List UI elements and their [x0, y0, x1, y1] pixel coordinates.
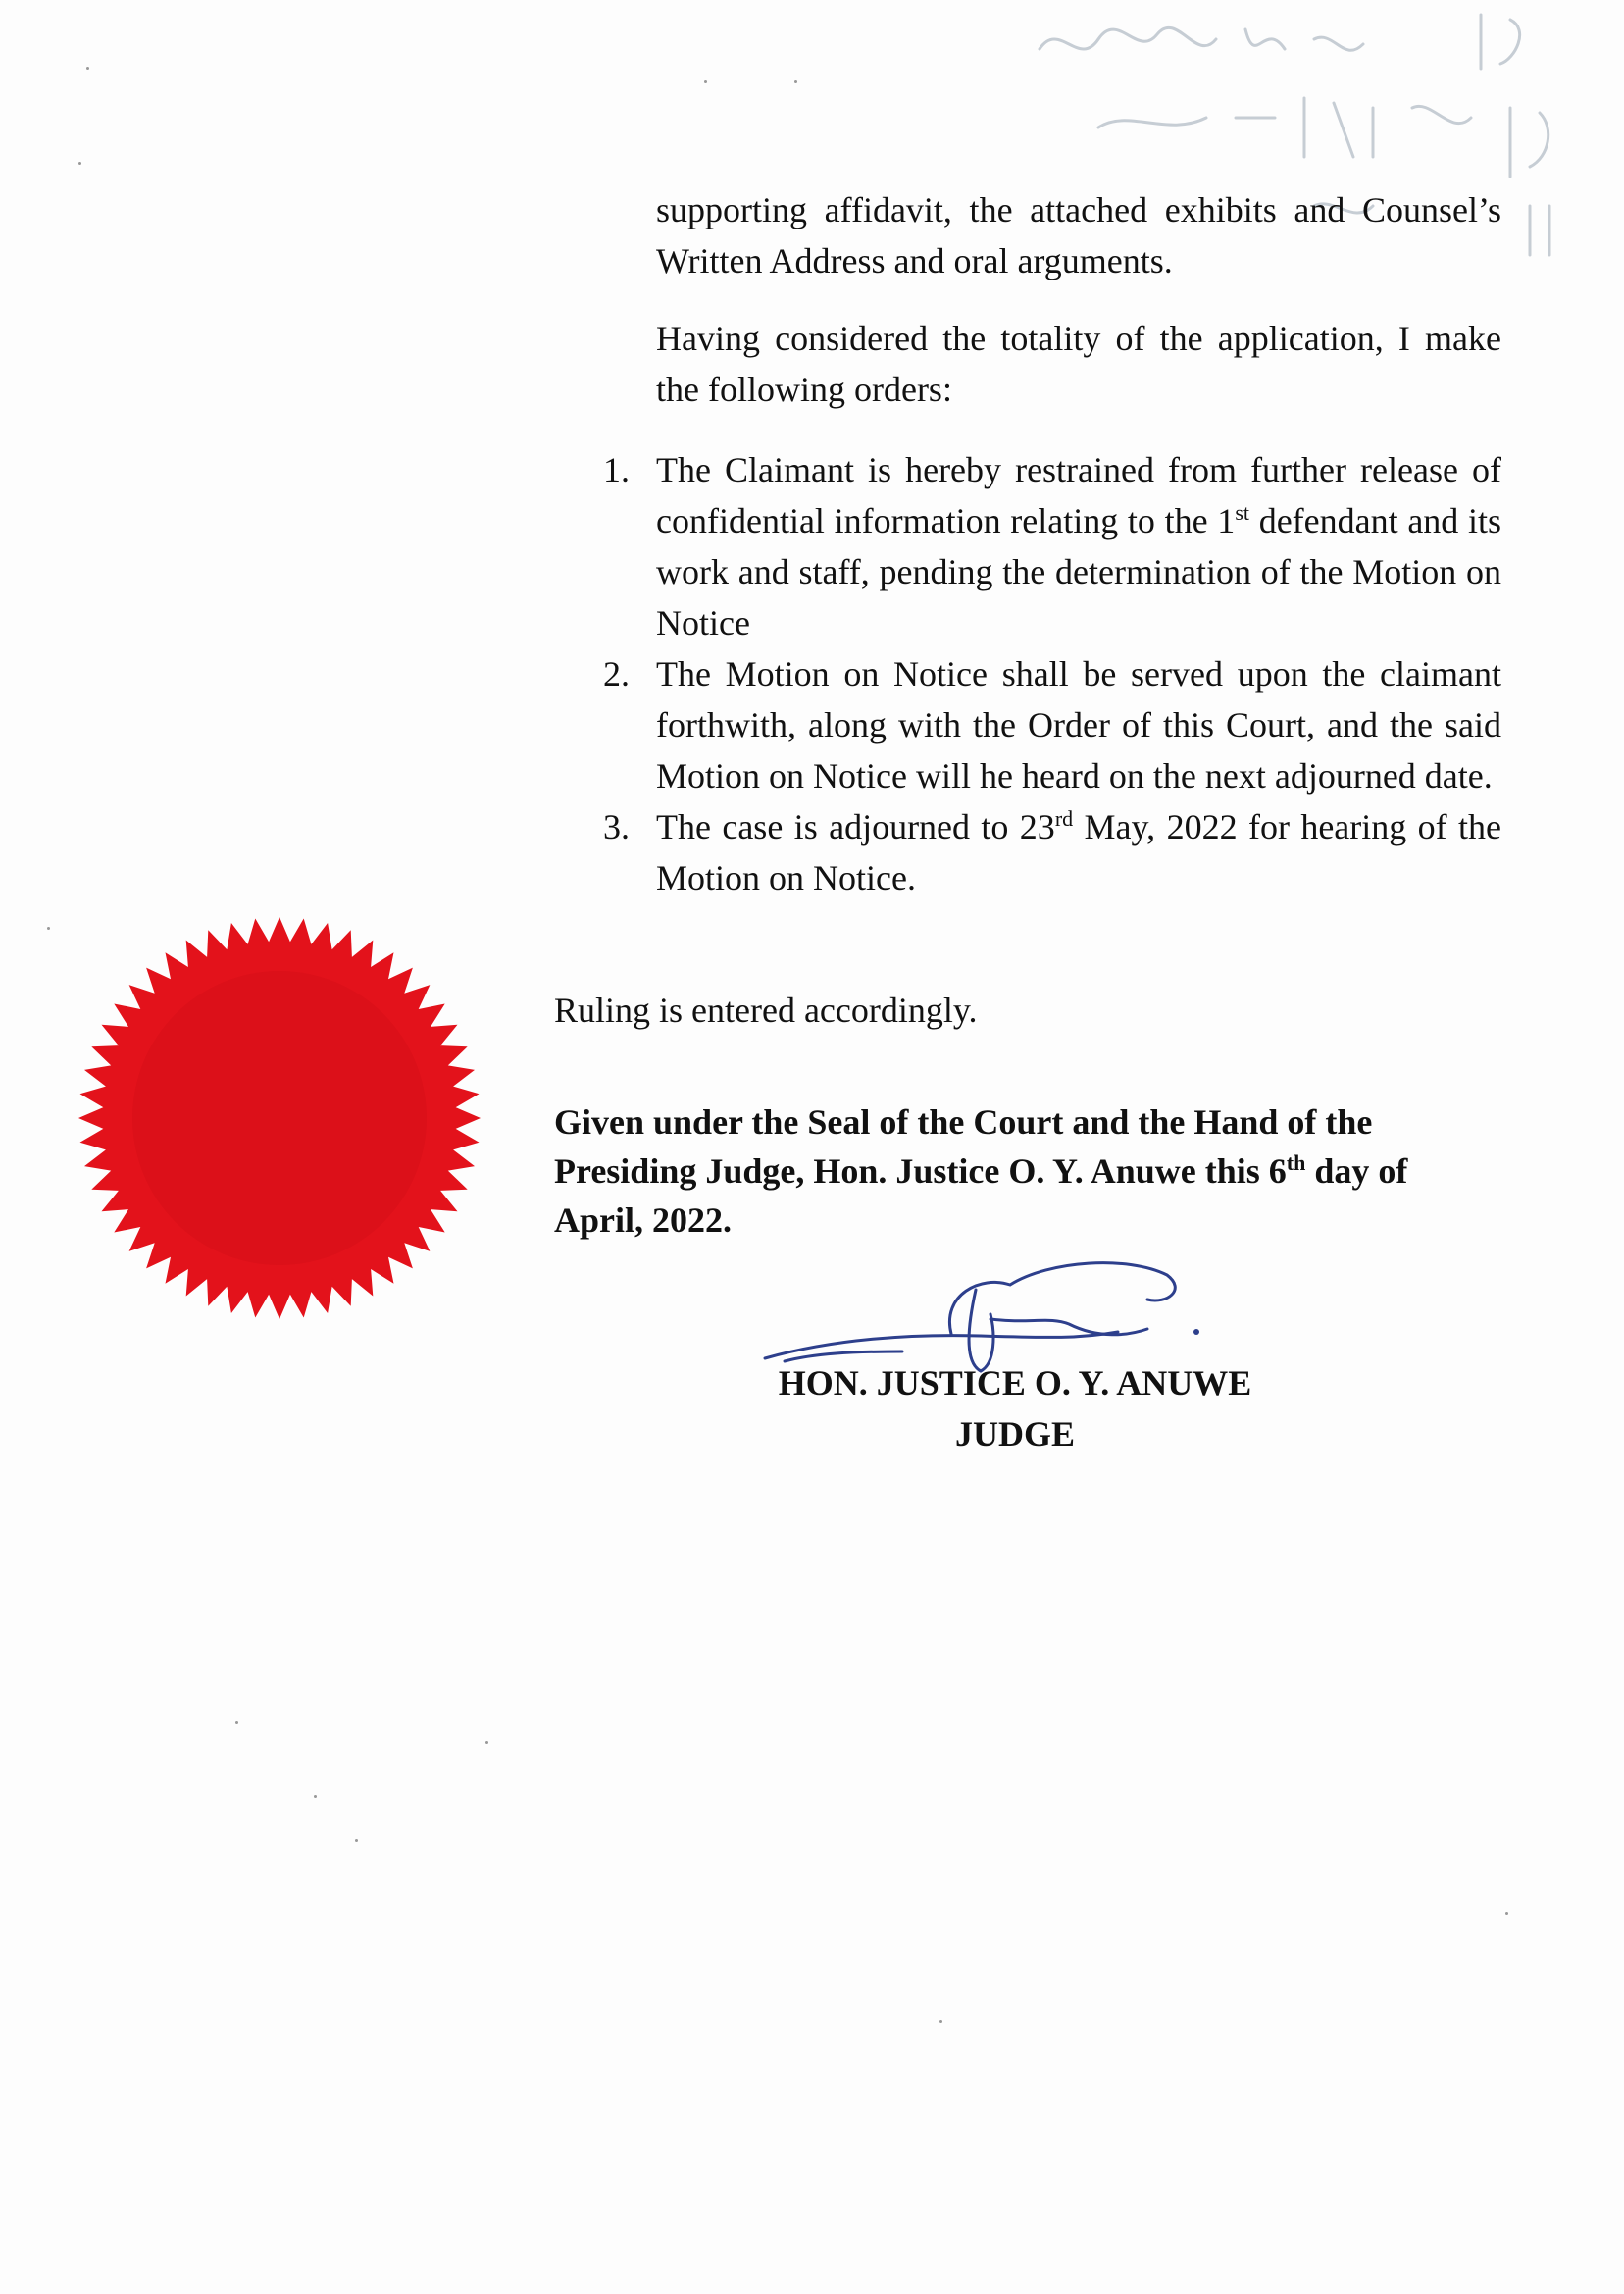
- court-seal: [69, 907, 490, 1329]
- order-text: [656, 648, 1501, 801]
- scan-speck: [355, 1839, 358, 1842]
- ordinal-suffix: st: [1235, 500, 1249, 525]
- judge-name: HON. JUSTICE O. Y. ANUWE: [778, 1363, 1252, 1402]
- ruling-line: Ruling is entered accordingly.: [554, 991, 978, 1030]
- intro-paragraph: supporting affidavit, the attached exhibits and Counsel’s Written Address and oral arguments.: [656, 190, 1501, 280]
- scan-speck: [78, 162, 81, 165]
- judge-title: JUDGE: [954, 1414, 1075, 1453]
- order-text: [656, 801, 1501, 903]
- given-text-part: day of April, 2022.: [554, 1151, 1408, 1240]
- order-item-2: [593, 648, 1501, 801]
- order-text: [656, 444, 1501, 648]
- scan-speck: [47, 927, 50, 930]
- order-text-part: The Motion on Notice shall be served upon the claimant forthwith, along with the Order of this Court, and the said Motion on Notice will he heard on the next adjourned date.: [656, 654, 1501, 795]
- order-item-3: [593, 801, 1501, 903]
- scan-speck: [794, 80, 797, 83]
- order-text-part: May, 2022 for hearing of the Motion on Notice.: [656, 807, 1502, 897]
- scan-speck: [235, 1721, 238, 1724]
- scan-speck: [704, 80, 707, 83]
- order-text-part: defendant and its work and staff, pending the determination of the Motion on Notice: [656, 501, 1502, 642]
- consideration-paragraph: Having considered the totality of the application, I make the following orders:: [656, 319, 1501, 409]
- order-text-part: The Claimant is hereby restrained from further release of confidential information relating to the 1: [656, 450, 1501, 540]
- ordinal-suffix: th: [1286, 1150, 1306, 1175]
- given-under-seal-statement: [554, 1097, 1501, 1245]
- order-number: 3.: [603, 807, 630, 846]
- ordinal-suffix: rd: [1054, 806, 1074, 831]
- scan-speck: [86, 67, 89, 70]
- seal-inner-disc: [132, 971, 427, 1265]
- order-item-1: [593, 444, 1501, 648]
- scan-speck: [485, 1741, 488, 1744]
- given-text-part: Given under the Seal of the Court and the Hand of the Presiding Judge, Hon. Justice O. Y. Anuwe this 6: [554, 1102, 1373, 1191]
- scan-speck: [314, 1795, 317, 1798]
- order-number: 1.: [603, 450, 630, 489]
- scan-speck: [939, 2020, 942, 2023]
- scan-speck: [1505, 1912, 1508, 1915]
- orders-list: [593, 444, 1501, 903]
- order-text-part: The case is adjourned to 23: [656, 807, 1055, 846]
- order-number: 2.: [603, 654, 630, 693]
